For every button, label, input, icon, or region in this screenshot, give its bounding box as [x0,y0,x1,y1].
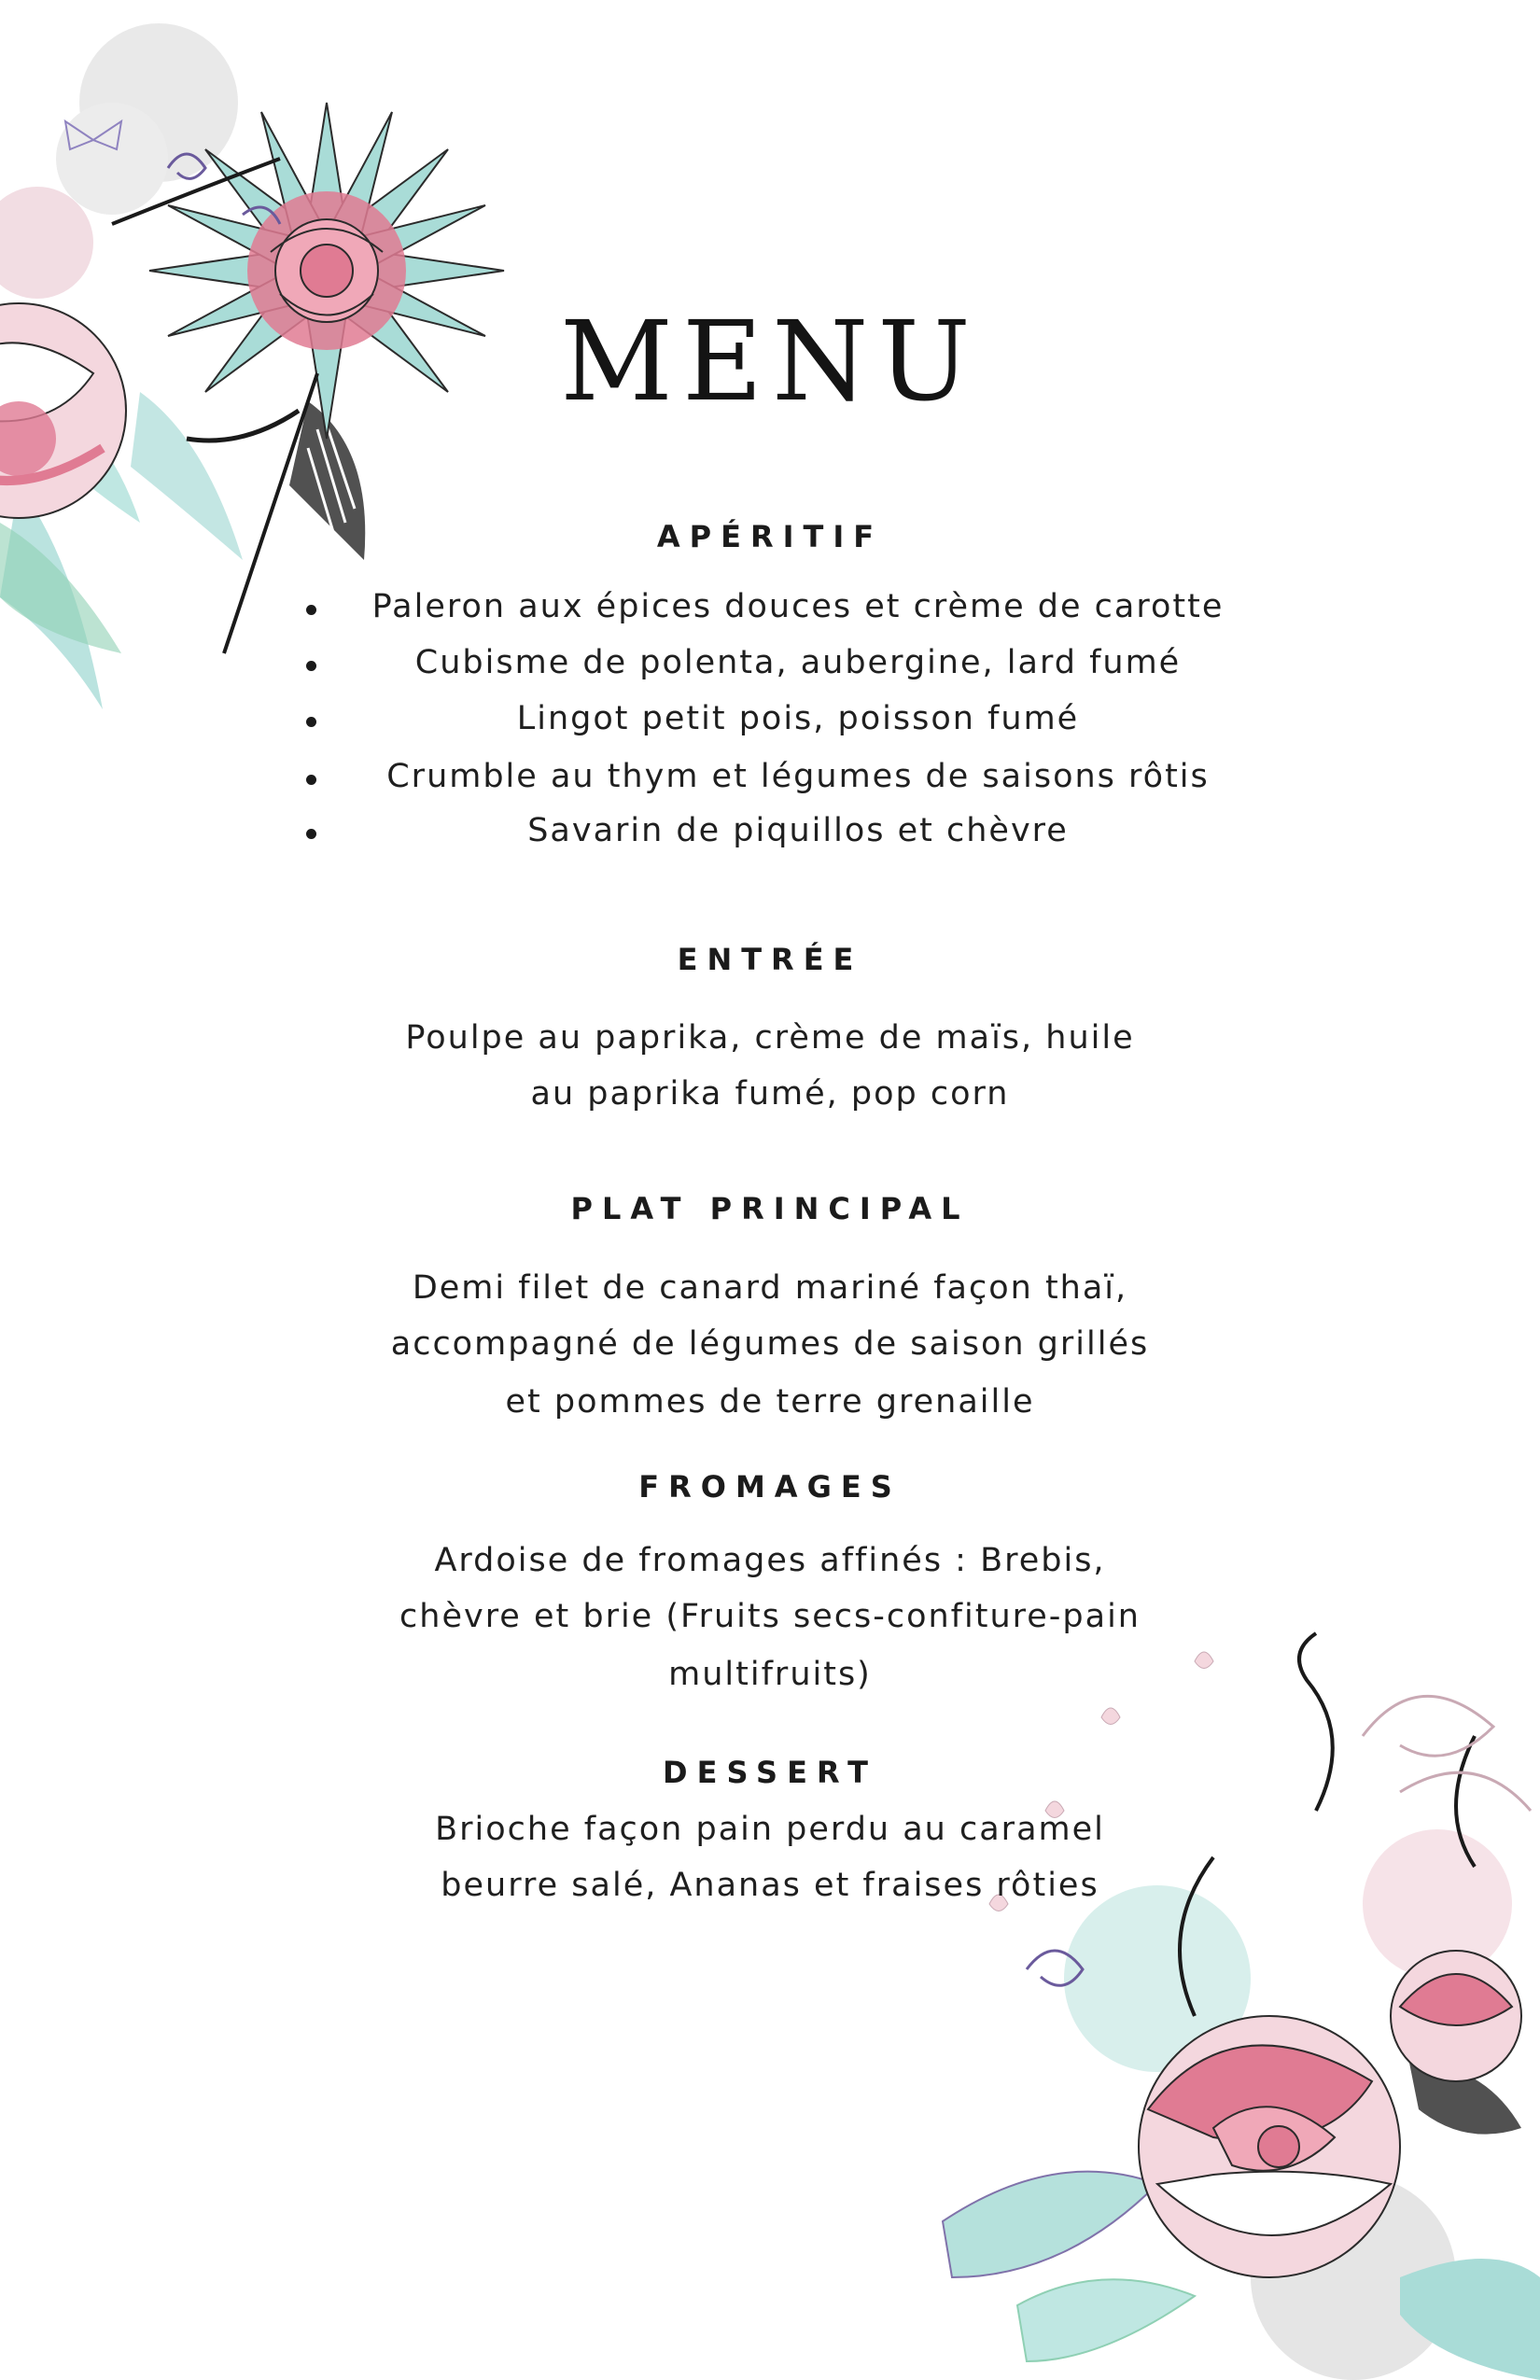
entree-line: au paprika fumé, pop corn [530,1075,1010,1113]
list-item [261,644,1279,689]
aperitif-heading: APÉRITIF [656,519,884,554]
aperitif-item: Lingot petit pois, poisson fumé [516,700,1080,737]
bullet-icon [306,775,316,785]
plat-line: et pommes de terre grenaille [505,1383,1035,1421]
plat-line: accompagné de légumes de saison grillés [390,1325,1150,1363]
dessert-line: beurre salé, Ananas et fraises rôties [441,1867,1099,1904]
bullet-icon [306,661,316,671]
entree-heading: ENTRÉE [677,942,863,977]
floral-bottom-right-illustration [915,1624,1540,2380]
menu-title: MENU [560,297,980,426]
plat-line: Demi filet de canard mariné façon thaï, [412,1269,1128,1307]
aperitif-item: Savarin de piquillos et chèvre [527,812,1069,849]
aperitif-item: Paleron aux épices douces et crème de carotte [371,588,1225,625]
aperitif-item: Cubisme de polenta, aubergine, lard fumé [414,644,1182,681]
bullet-icon [306,829,316,839]
list-item [261,588,1279,633]
entree-line: Poulpe au paprika, crème de maïs, huile [405,1019,1135,1057]
fromages-line: chèvre et brie (Fruits secs-confiture-pain [399,1598,1141,1635]
plat-principal-heading: PLAT PRINCIPAL [570,1191,970,1226]
bullet-icon [306,605,316,615]
list-item [261,812,1279,857]
bullet-icon [306,717,316,727]
dessert-heading: DESSERT [663,1755,877,1790]
fromages-heading: FROMAGES [638,1469,902,1505]
dessert-line: Brioche façon pain perdu au caramel [435,1811,1105,1848]
list-item [261,700,1279,745]
fromages-line: multifruits) [668,1656,872,1693]
aperitif-item: Crumble au thym et légumes de saisons rôtis [386,758,1210,795]
fromages-line: Ardoise de fromages affinés : Brebis, [434,1542,1106,1579]
list-item [261,758,1279,803]
